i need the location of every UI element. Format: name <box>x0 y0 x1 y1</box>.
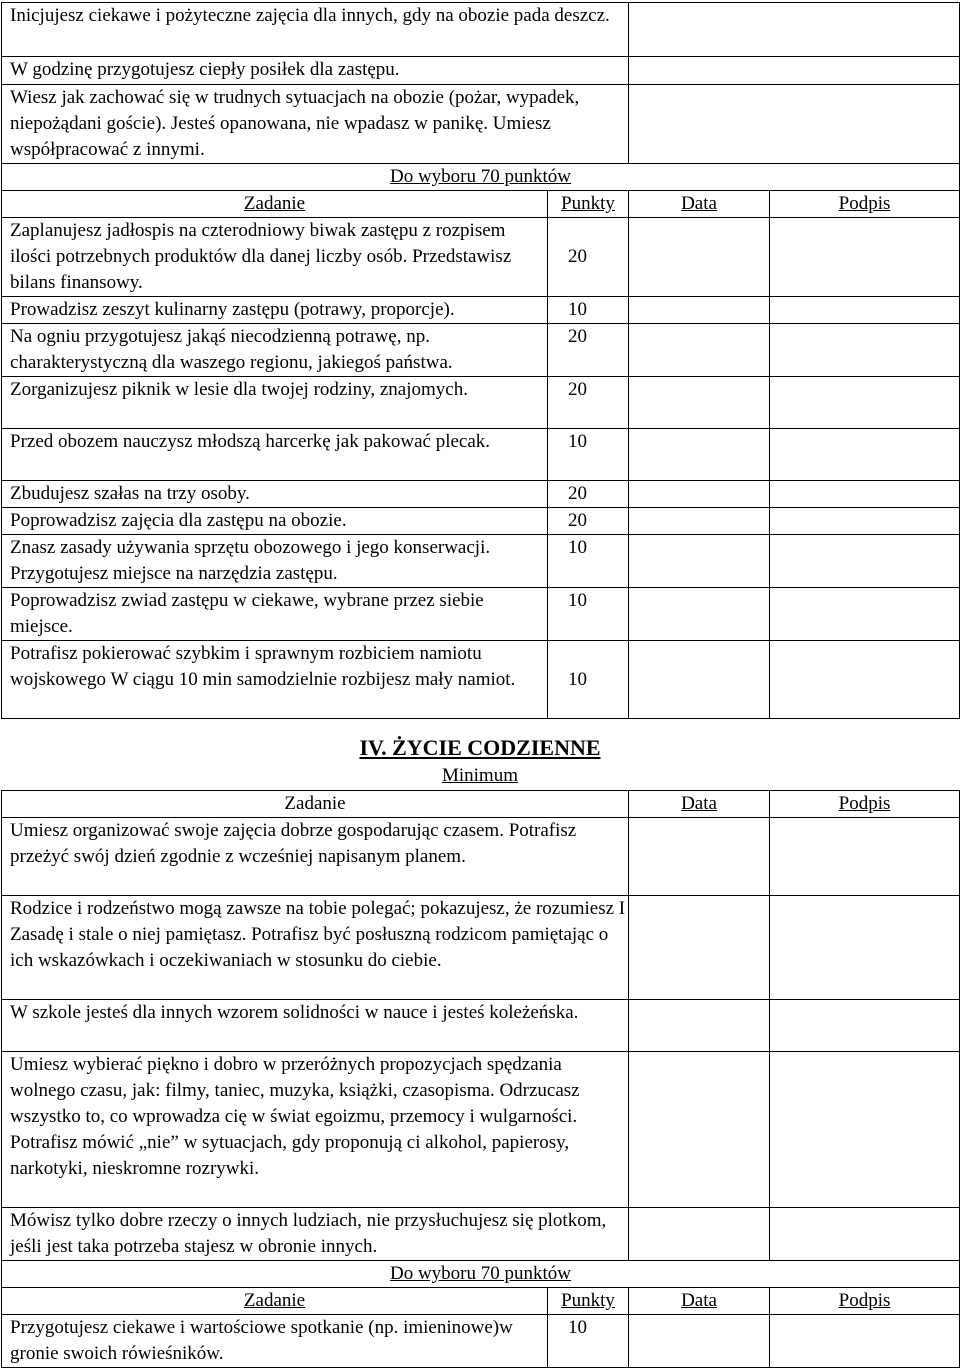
date-cell <box>629 1052 770 1208</box>
task-cell: Rodzice i rodzeństwo mogą zawsze na tobie polegać; pokazujesz, że rozumiesz I Zasadę i stale o niej pamiętasz. Potrafisz być posłuszną rodzicom pamiętając o ich wskazówkach i oczekiwaniach w stosunku do ciebie. <box>2 896 629 1000</box>
signature-cell <box>770 377 960 429</box>
points-cell: 10 <box>548 1315 629 1368</box>
date-cell <box>629 508 770 535</box>
task-cell: Przygotujesz ciekawe i wartościowe spotkanie (np. imieninowe)w gronie swoich rówieśników. <box>2 1315 548 1368</box>
signature-cell <box>770 1000 960 1052</box>
task-cell: Na ogniu przygotujesz jakąś niecodzienną potrawę, np. charakterystyczną dla waszego regionu, jakiegoś państwa. <box>2 324 548 377</box>
choice-header: Do wyboru 70 punktów <box>2 164 960 191</box>
table-row <box>2 508 960 535</box>
signature-cell <box>770 429 960 481</box>
date-cell <box>629 588 770 641</box>
table-row <box>2 3 960 57</box>
table-row <box>2 588 960 641</box>
table-row <box>2 896 960 1000</box>
task-cell: Prowadzisz zeszyt kulinarny zastępu (potrawy, proporcje). <box>2 297 548 324</box>
points-cell: 10 <box>548 641 629 719</box>
date-cell <box>629 218 770 297</box>
date-cell <box>629 896 770 1000</box>
task-cell: Poprowadzisz zajęcia dla zastępu na obozie. <box>2 508 548 535</box>
date-cell <box>629 1000 770 1052</box>
table-row <box>2 1052 960 1208</box>
column-header-row <box>2 191 960 218</box>
signature-cell <box>770 324 960 377</box>
header-task: Zadanie <box>2 791 629 818</box>
date-cell <box>629 818 770 896</box>
signature-cell <box>770 1052 960 1208</box>
header-signature: Podpis <box>770 791 960 818</box>
table-row <box>2 218 960 297</box>
date-cell <box>629 429 770 481</box>
points-cell: 20 <box>548 481 629 508</box>
signature-cell <box>770 588 960 641</box>
points-cell: 20 <box>548 377 629 429</box>
points-cell: 10 <box>548 297 629 324</box>
task-cell: Wiesz jak zachować się w trudnych sytuacjach na obozie (pożar, wypadek, niepożądani goście). Jesteś opanowana, nie wpadasz w panikę. Umiesz współpracować z innymi. <box>2 85 629 164</box>
header-points: Punkty <box>548 191 629 218</box>
table-row <box>2 641 960 719</box>
task-cell: Umiesz organizować swoje zajęcia dobrze gospodarując czasem. Potrafisz przeżyć swój dzień zgodnie z wcześniej napisanym planem. <box>2 818 629 896</box>
task-cell: Poprowadzisz zwiad zastępu w ciekawe, wybrane przez siebie miejsce. <box>2 588 548 641</box>
signature-cell <box>770 218 960 297</box>
column-header-row <box>2 1288 960 1315</box>
points-cell: 20 <box>548 324 629 377</box>
task-cell: Umiesz wybierać piękno i dobro w przeróżnych propozycjach spędzania wolnego czasu, jak: filmy, taniec, muzyka, książki, czasopisma. Odrzucasz wszystko to, co wprowadza cię w świat egoizmu, przemocy i wulgarności. Potrafisz mówić „nie” w sytuacjach, gdy proponują ci alkohol, papierosy, narkotyki, nieskromne rozrywki. <box>2 1052 629 1208</box>
header-points: Punkty <box>548 1288 629 1315</box>
column-header-row <box>2 791 960 818</box>
choice-header-row <box>2 164 960 191</box>
task-cell: Mówisz tylko dobre rzeczy o innych ludziach, nie przysłuchujesz się plotkom, jeśli jest taka potrzeba stajesz w obronie innych. <box>2 1208 629 1261</box>
task-cell: Zbudujesz szałas na trzy osoby. <box>2 481 548 508</box>
points-cell: 20 <box>548 218 629 297</box>
header-date: Data <box>629 191 770 218</box>
table-row <box>2 1000 960 1052</box>
date-cell <box>629 481 770 508</box>
header-task: Zadanie <box>2 191 548 218</box>
date-cell <box>629 377 770 429</box>
signature-cell <box>770 896 960 1000</box>
signature-cell <box>629 57 960 85</box>
task-cell: Zaplanujesz jadłospis na czterodniowy biwak zastępu z rozpisem ilości potrzebnych produktów dla danej liczby osób. Przedstawisz bilans finansowy. <box>2 218 548 297</box>
section-title: IV. ŻYCIE CODZIENNE <box>359 735 601 760</box>
table-row <box>2 1208 960 1261</box>
date-cell <box>629 535 770 588</box>
points-cell: 10 <box>548 429 629 481</box>
table-row <box>2 429 960 481</box>
task-cell: W szkole jesteś dla innych wzorem solidności w nauce i jesteś koleżeńska. <box>2 1000 629 1052</box>
points-cell: 20 <box>548 508 629 535</box>
date-cell <box>629 297 770 324</box>
signature-cell <box>770 641 960 719</box>
table-row <box>2 324 960 377</box>
signature-cell <box>629 85 960 164</box>
table-row <box>2 481 960 508</box>
table-row <box>2 377 960 429</box>
points-cell: 10 <box>548 588 629 641</box>
date-cell <box>629 324 770 377</box>
date-cell <box>629 1208 770 1261</box>
choice-header-row <box>2 1261 960 1288</box>
table-row <box>2 818 960 896</box>
table-row <box>2 535 960 588</box>
task-cell: W godzinę przygotujesz ciepły posiłek dla zastępu. <box>2 57 629 85</box>
choice-header: Do wyboru 70 punktów <box>2 1261 960 1288</box>
signature-cell <box>770 818 960 896</box>
date-cell <box>629 641 770 719</box>
task-cell: Potrafisz pokierować szybkim i sprawnym rozbiciem namiotu wojskowego W ciągu 10 min samodzielnie rozbijesz mały namiot. <box>2 641 548 719</box>
table-row <box>2 85 960 164</box>
signature-cell <box>770 297 960 324</box>
signature-cell <box>629 3 960 57</box>
header-signature: Podpis <box>770 1288 960 1315</box>
signature-cell <box>770 508 960 535</box>
task-cell: Inicjujesz ciekawe i pożyteczne zajęcia dla innych, gdy na obozie pada deszcz. <box>2 3 629 57</box>
table-row <box>2 57 960 85</box>
header-date: Data <box>629 791 770 818</box>
signature-cell <box>770 1208 960 1261</box>
task-cell: Znasz zasady używania sprzętu obozowego i jego konserwacji. Przygotujesz miejsce na narzędzia zastępu. <box>2 535 548 588</box>
task-cell: Przed obozem nauczysz młodszą harcerkę jak pakować plecak. <box>2 429 548 481</box>
table-row <box>2 297 960 324</box>
task-cell: Zorganizujesz piknik w lesie dla twojej rodziny, znajomych. <box>2 377 548 429</box>
signature-cell <box>770 535 960 588</box>
header-task: Zadanie <box>2 1288 548 1315</box>
header-date: Data <box>629 1288 770 1315</box>
section-subtitle: Minimum <box>441 765 518 786</box>
header-signature: Podpis <box>770 191 960 218</box>
top-requirements-table <box>1 2 960 719</box>
points-cell: 10 <box>548 535 629 588</box>
minimum-requirements-table <box>1 790 960 1368</box>
signature-cell <box>770 481 960 508</box>
